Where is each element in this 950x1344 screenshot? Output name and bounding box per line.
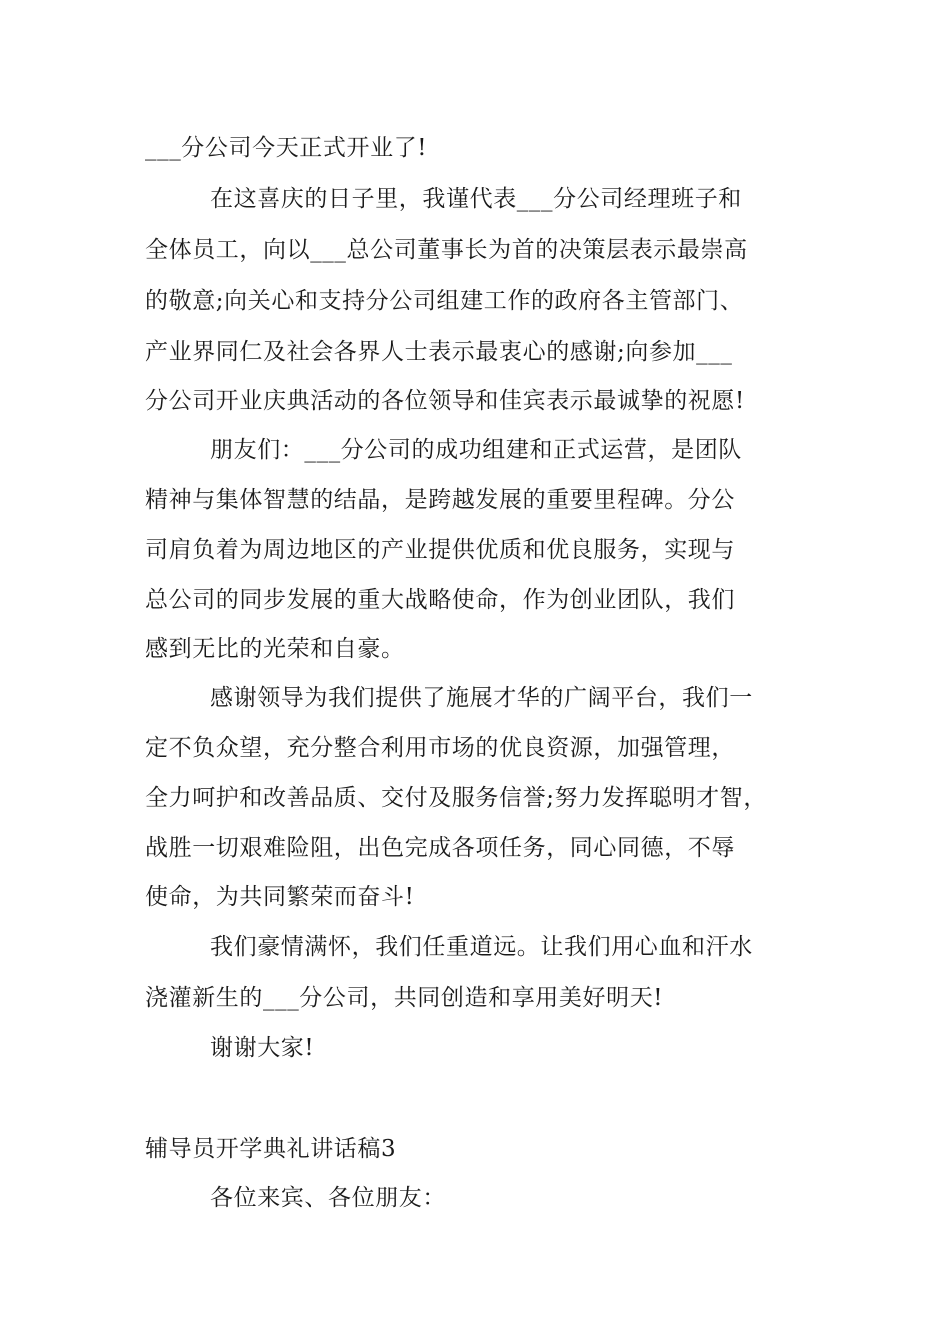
text-line: 产业界同仁及社会各界人士表示最衷心的感谢;向参加___ xyxy=(145,339,733,365)
text-line: 战胜一切艰难险阻，出色完成各项任务，同心同德，不辱 xyxy=(145,835,735,861)
text-line: 感到无比的光荣和自豪。 xyxy=(145,636,405,662)
text-line: 定不负众望，充分整合利用市场的优良资源，加强管理， xyxy=(145,735,735,761)
text-line: ___分公司今天正式开业了! xyxy=(145,135,428,161)
text-line: 精神与集体智慧的结晶，是跨越发展的重要里程碑。分公 xyxy=(145,487,735,513)
text-line: 全力呵护和改善品质、交付及服务信誉;努力发挥聪明才智， xyxy=(145,785,767,811)
text-line: 分公司开业庆典活动的各位领导和佳宾表示最诚挚的祝愿! xyxy=(145,388,745,414)
text-line: 浇灌新生的___分公司，共同创造和享用美好明天! xyxy=(145,985,664,1011)
text-line: 使命，为共同繁荣而奋斗! xyxy=(145,884,415,910)
closing-line: 谢谢大家! xyxy=(210,1035,315,1061)
salutation-line: 各位来宾、各位朋友： xyxy=(210,1185,446,1211)
section-heading: 辅导员开学典礼讲话稿3 xyxy=(145,1136,397,1162)
paragraph-start-line: 在这喜庆的日子里，我谨代表___分公司经理班子和 xyxy=(210,186,742,212)
paragraph-start-line: 我们豪情满怀，我们任重道远。让我们用心血和汗水 xyxy=(210,934,753,960)
text-line: 的敬意;向关心和支持分公司组建工作的政府各主管部门、 xyxy=(145,288,744,314)
text-line: 全体员工，向以___总公司董事长为首的决策层表示最崇高 xyxy=(145,237,748,263)
text-line: 总公司的同步发展的重大战略使命，作为创业团队，我们 xyxy=(145,587,735,613)
text-line: 司肩负着为周边地区的产业提供优质和优良服务，实现与 xyxy=(145,537,735,563)
paragraph-start-line: 感谢领导为我们提供了施展才华的广阔平台，我们一 xyxy=(210,685,753,711)
paragraph-start-line: 朋友们：___分公司的成功组建和正式运营，是团队 xyxy=(210,437,742,463)
